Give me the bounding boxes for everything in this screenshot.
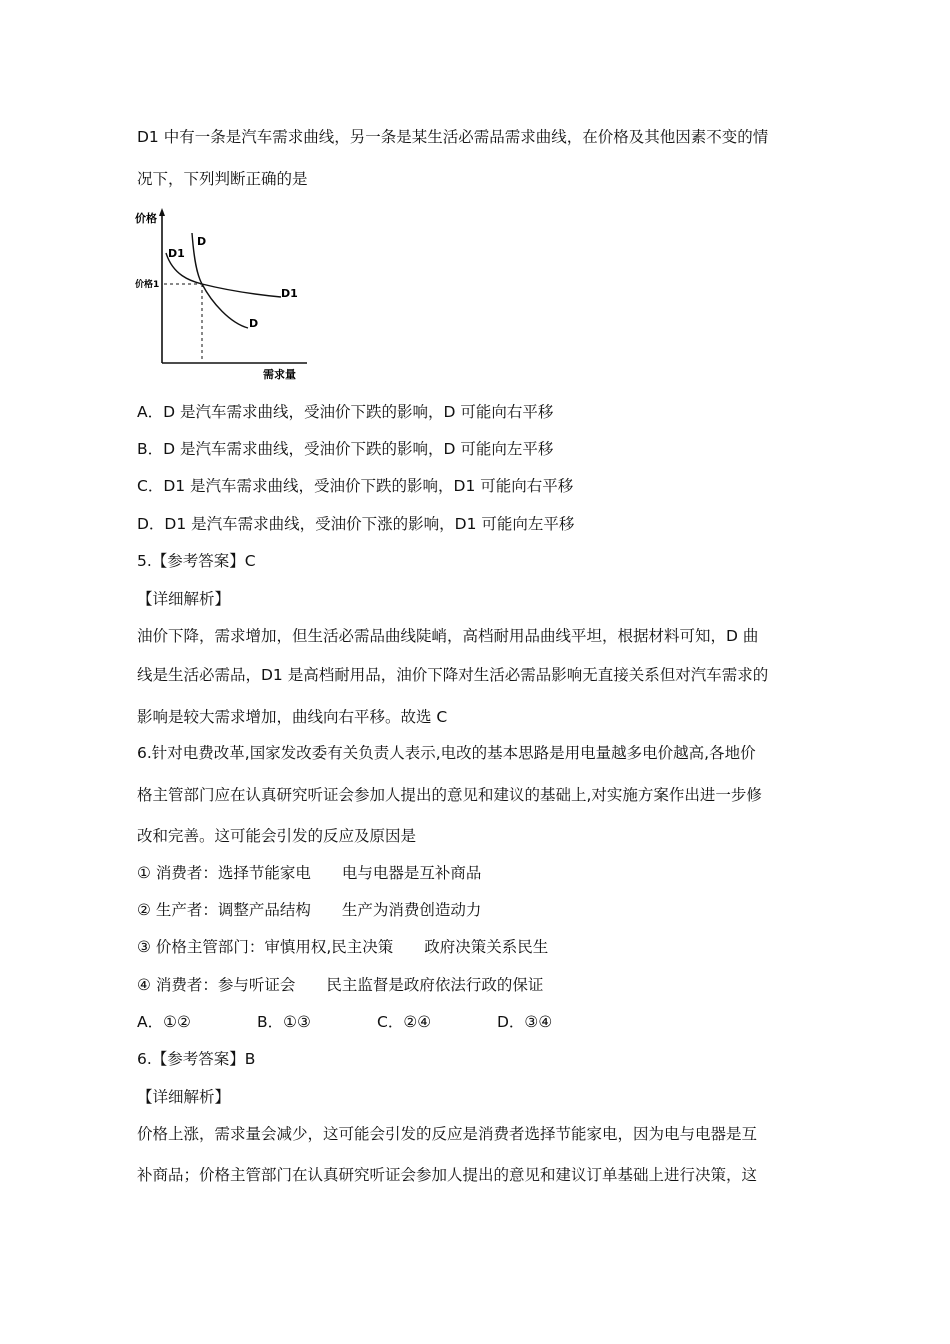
q5-option-d: D．D1 是汽车需求曲线，受油价下涨的影响，D1 可能向左平移 <box>137 515 575 533</box>
q6-analysis-line-2: 补商品；价格主管部门在认真研究听证会参加人提出的意见和建议订单基础上进行决策，这 <box>137 1166 758 1184</box>
q6-item-4: ④ 消费者：参与听证会 民主监督是政府依法行政的保证 <box>137 976 544 994</box>
q6-stem-line-1: 6.针对电费改革,国家发改委有关负责人表示,电改的基本思路是用电量越多电价越高,各地价 <box>137 744 756 762</box>
q5-analysis-line-1: 油价下降，需求增加，但生活必需品曲线陡峭，高档耐用品曲线平坦，根据材料可知，D 曲 <box>137 627 759 645</box>
price-tick-label: 价格1 <box>135 280 160 290</box>
q6-item-2: ② 生产者：调整产品结构 生产为消费创造动力 <box>137 901 482 919</box>
curve-d-label-top: D <box>197 235 207 248</box>
q6-item-1: ① 消费者：选择节能家电 电与电器是互补商品 <box>137 864 482 882</box>
q5-analysis-line-3: 影响是较大需求增加，曲线向右平移。故选 C <box>137 708 448 726</box>
y-axis-arrow <box>159 208 165 216</box>
q6-answer: 6.【参考答案】B <box>137 1050 256 1068</box>
curve-d1-label-top: D1 <box>168 247 185 260</box>
q5-analysis-title: 【详细解析】 <box>137 590 231 608</box>
q6-option-d: D．③④ <box>497 1013 553 1031</box>
curve-d1-label-right: D1 <box>281 287 298 300</box>
x-axis-label: 需求量 <box>263 368 296 380</box>
q5-analysis-line-2: 线是生活必需品，D1 是高档耐用品，油价下降对生活必需品影响无直接关系但对汽车需求的 <box>137 666 769 684</box>
q5-option-b: B．D 是汽车需求曲线，受油价下跌的影响，D 可能向左平移 <box>137 440 554 458</box>
q6-options <box>137 1012 552 1032</box>
q6-stem-line-2: 格主管部门应在认真研究听证会参加人提出的意见和建议的基础上,对实施方案作出进一步修 <box>137 786 762 804</box>
q5-stem-line-1: D1 中有一条是汽车需求曲线，另一条是某生活必需品需求曲线，在价格及其他因素不变的情 <box>137 128 769 146</box>
q5-stem-line-2: 况下，下列判断正确的是 <box>137 170 308 188</box>
q6-option-a: A．①② <box>137 1013 191 1031</box>
q5-answer: 5.【参考答案】C <box>137 552 256 570</box>
q6-option-b: B．①③ <box>257 1013 311 1031</box>
q6-option-c: C．②④ <box>377 1013 432 1031</box>
q5-option-a: A．D 是汽车需求曲线，受油价下跌的影响，D 可能向右平移 <box>137 403 554 421</box>
q6-item-3: ③ 价格主管部门：审慎用权,民主决策 政府决策关系民生 <box>137 938 549 956</box>
y-axis-label: 价格 <box>135 212 157 225</box>
q6-analysis-title: 【详细解析】 <box>137 1088 231 1106</box>
curve-d-label-bottom: D <box>249 317 259 330</box>
q6-stem-line-3: 改和完善。这可能会引发的反应及原因是 <box>137 827 417 845</box>
q6-analysis-line-1: 价格上涨，需求量会减少，这可能会引发的反应是消费者选择节能家电，因为电与电器是互 <box>137 1125 758 1143</box>
q5-option-c: C．D1 是汽车需求曲线，受油价下跌的影响，D1 可能向右平移 <box>137 477 574 495</box>
demand-curve-figure <box>135 205 310 380</box>
